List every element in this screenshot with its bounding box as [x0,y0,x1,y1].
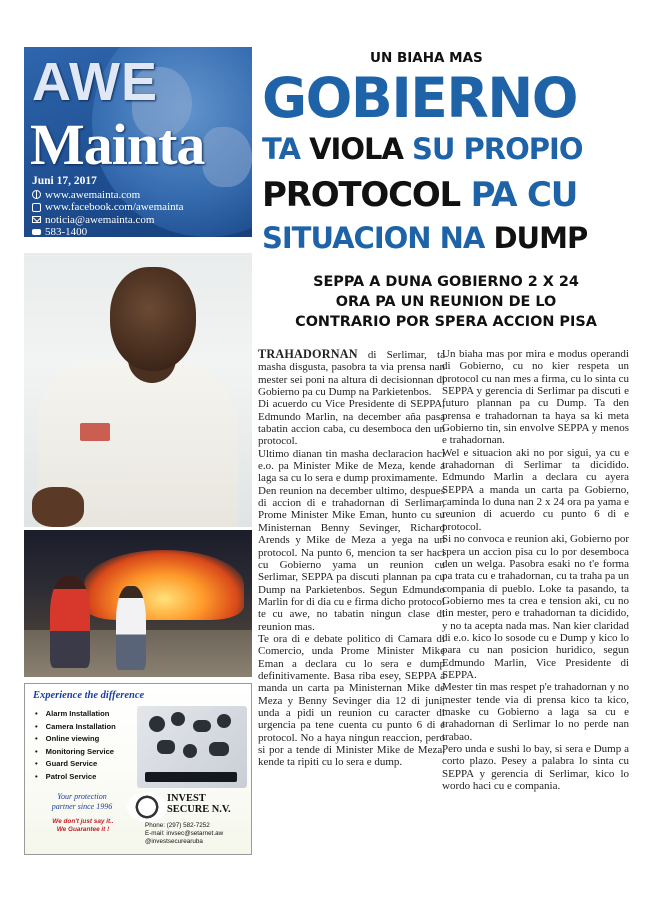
article-paragraph: Den reunion na december ultimo, despues di accion di e trahadornan di Serlimar, Prome Minister Mike Eman, hunto cu su Ministernan Benny Sevinger, Richard Arends y Mike de Meza a yega na un protocol. Na punto 6, mencion ta ser haci cu Gobierno yama un reunion cu Serlimar, SEPPA pa discuti plannan pa cu Dump na Parkietenbos. Segun Edmundo Marlin for di dia cu e firma dicho protocol te cu awe, no tabatin ningun clase di reunion mas. [258,484,445,633]
email-link[interactable]: noticia@awemainta.com [45,213,155,226]
headline-line-2 [262,132,582,166]
headline-word: DUMP [493,221,588,255]
ad-service-item: • Online viewing [35,733,116,746]
ad-service-item: • Guard Service [35,758,116,771]
website-link[interactable]: www.awemainta.com [45,188,141,201]
subheadline-line: CONTRARIO POR SPERA ACCION PISA [295,314,597,330]
ad-phone: Phone: (297) 582-7252 [145,822,210,829]
ad-company-line: SECURE N.V. [167,804,231,815]
ad-company-name [167,793,231,815]
ad-service-item: • Monitoring Service [35,746,116,759]
headline-line-1: GOBIERNO [262,66,577,130]
facebook-row[interactable] [32,201,184,214]
ad-facebook[interactable]: @investsecurearuba [145,838,203,845]
ad-tagline-line: Your protection [57,792,107,801]
masthead-info [32,175,184,237]
ad-tagline-line: partner since 1996 [51,801,113,811]
article-paragraph: Un biaha mas por mira e modus operandi di Gobierno, cu no kier respeta un protocol cu nan mes a firma, cu lo sinta cu SEPPA y gerencia di Serlimar pa discuti e futuro plannan pa cu Dump. Ta den prensa e trahadornan ta haya sa ki meta Gobierno tin, sin envolve SEPPA y menos e trahadornan. [442,348,629,447]
article-paragraph [258,348,445,398]
brand-awe: AWE [32,52,159,112]
issue-date: Juni 17, 2017 [32,175,97,187]
ad-guarantee-line: We Guarantee it ! [56,826,110,833]
ad-services-list [35,708,116,783]
headline-word: SITUACION NA [262,221,485,255]
phone-number: 583-1400 [45,226,88,237]
headline-word: VIOLA [309,132,403,166]
article-paragraph: Te ora di e debate politico di Camara di Comercio, unda Prome Minister Mike Eman a declara cu lo sera e dump definitivamente. Basa riba esey, SEPPA a manda un carta pa Ministernan Mike de Meza y Benny Sevinger dia 12 di juni, unda a pidi un reunion cu caracter di urgencia pa tene cuenta cu punto 6 di e protocol. No a haya ningun reaccion, pero si por a tende di Minister Mike de Meza, kende ta ripiti cu lo sera e dump. [258,632,445,769]
article-column-2 [442,348,629,792]
advertisement[interactable] [24,683,252,855]
subheadline-line: SEPPA A DUNA GOBIERNO 2 X 24 [313,274,579,290]
article-paragraph: Di acuerdo cu Vice Presidente di SEPPA, Edmundo Marlin, na december aña pasa tabatin accion caba, cu desemboca den un protocol. [258,398,445,448]
dvr-image [145,772,237,782]
headline-line-3 [262,175,577,215]
article-paragraph: Mester tin mas respet p'e trahadornan y no mester tende via di prensa kico ta kico, maske cu Gobierno a laga sa cu e trahadornan di Serlimar lo no perde nan trabao. [442,681,629,743]
dump-fire-photo [24,530,252,677]
headline-word: SU PROPIO [412,132,583,166]
ad-tagline [39,792,125,811]
brand-mainta: Mainta [30,112,205,177]
ad-service-item: • Camera Installation [35,721,116,734]
ad-company-line: INVEST [167,793,206,804]
subheadline [262,272,630,332]
headline-word: PROTOCOL [262,175,461,215]
headline-word: PA CU [470,175,578,215]
article-paragraph: Ultimo dianan tin masha declaracion haci e.o. pa Minister Mike de Meza, kende a laga sa cu lo sera e dump proximamente. [258,447,445,485]
article-column-1 [258,348,445,769]
ad-guarantee [43,818,123,834]
ad-guarantee-line: We don't just say it.. [52,818,114,825]
ad-title: Experience the difference [33,690,145,701]
facebook-link[interactable]: www.facebook.com/awemainta [45,201,184,213]
article-lead-word: TRAHADORNAN [258,347,358,361]
portrait-photo [24,253,252,527]
subheadline-line: ORA PA UN REUNION DE LO [335,294,557,310]
website-row[interactable] [32,189,184,202]
phone-icon [32,229,41,235]
globe-icon [32,190,41,199]
mail-icon [32,216,41,223]
email-row[interactable] [32,214,184,227]
shield-logo-icon [127,792,167,822]
masthead [24,47,252,237]
ad-service-item: • Patrol Service [35,771,116,784]
headline-word: TA [262,132,300,166]
ad-service-item: • Alarm Installation [35,708,116,721]
article-paragraph: Pero unda e sushi lo bay, si sera e Dump a corto plazo. Pesey a palabra lo sinta cu SEPPA y gerencia di Serlimar, kico lo wordo haci cu e compania. [442,743,629,793]
headline-kicker: UN BIAHA MAS [370,50,483,66]
headline-line-4 [262,221,587,255]
ad-contact [145,822,223,846]
facebook-icon [32,203,41,212]
article-paragraph: Si no convoca e reunion aki, Gobierno por spera un accion pisa cu lo por desemboca den un welga. Pasobra esaki no t'e forma pa trata cu e trahadornan, cu ta traha pa un compania di pueblo. Loke ta pasando, ta Gobierno mes ta crea e tension aki, cu no tin mester, pero e trahadornan ta dicidido, y no ta acepta nada mas. Nan kier claridad di e.o. kico lo sosode cu e Dump y kico lo para cu nan posicion huridico, segun Edmundo Marlin, Vice Presidente di SEPPA. [442,533,629,681]
phone-row [32,226,184,237]
article-text: di Serlimar, ta masha disgusta, pasobra ta via prensa nan mester sei poni na altura di decisionnan di Gobierno pa cu Dump na Parkietenbos. [258,349,445,399]
ad-email[interactable]: E-mail: invsec@setarnet.aw [145,830,224,837]
article-paragraph: Wel e situacion aki no por sigui, ya cu e trahadornan di Serlimar ta dicidido. Edmundo Marlin a declara cu ayera SEPPA a manda un carta pa Gobierno, caminda lo duna nan 2 x 24 ora pa yama e reunion di acuerdo cu punto 6 di e protocol. [442,446,629,533]
